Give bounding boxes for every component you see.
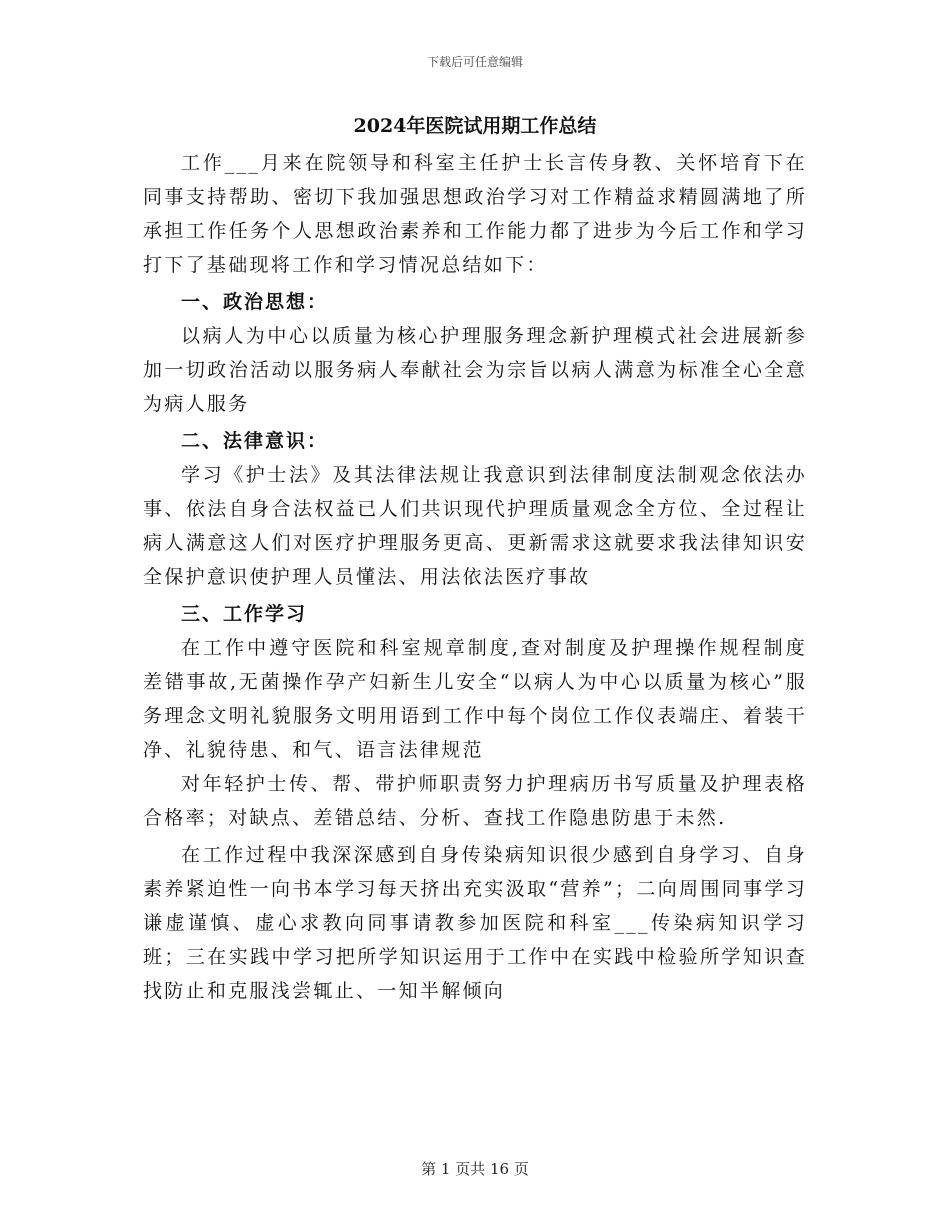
section-heading-politics: 一、政治思想： [181, 291, 329, 313]
section-heading-work-study: 三、工作学习 [181, 603, 308, 625]
page-footer: 第 1 页共 16 页 [421, 1160, 529, 1178]
document-body [143, 110, 807, 1008]
document-title: 2024年医院试用期工作总结 [353, 115, 597, 137]
section-body-mentoring: 对年轻护士传、帮、带护师职责努力护理病历书写质量及护理表格合格率；对缺点、差错总结、分析、查找工作隐患防患于未然. [143, 773, 807, 829]
section-heading-law: 二、法律意识： [181, 430, 329, 452]
page-header: 下载后可任意编辑 [426, 55, 523, 69]
section-body-work-rules: 在工作中遵守医院和科室规章制度,查对制度及护理操作规程制度差错事故,无菌操作孕产妇新生儿安全“以病人为中心以质量为核心”服务理念文明礼貌服务文明用语到工作中每个岗位工作仪表端庄、着装干净、礼貌待患、和气、语言法律规范 [143, 637, 807, 761]
intro-paragraph: 工作___月来在院领导和科室主任护士长言传身教、关怀培育下在同事支持帮助、密切下我加强思想政治学习对工作精益求精圆满地了所承担工作任务个人思想政治素养和工作能力都了进步为今后工作和学习打下了基础现将工作和学习情况总结如下： [143, 152, 807, 276]
section-body-learning: 在工作过程中我深深感到自身传染病知识很少感到自身学习、自身素养紧迫性一向书本学习每天挤出充实汲取“营养”；二向周围同事学习谦虚谨慎、虚心求教向同事请教参加医院和科室___传染病知识学习班；三在实践中学习把所学知识运用于工作中在实践中检验所学知识查找防止和克服浅尝辄止、一知半解倾向 [143, 844, 807, 1002]
section-body-politics: 以病人为中心以质量为核心护理服务理念新护理模式社会进展新参加一切政治活动以服务病人奉献社会为宗旨以病人满意为标准全心全意为病人服务 [143, 325, 807, 415]
section-body-law: 学习《护士法》及其法律法规让我意识到法律制度法制观念依法办事、依法自身合法权益已人们共识现代护理质量观念全方位、全过程让病人满意这人们对医疗护理服务更高、更新需求这就要求我法律知识安全保护意识使护理人员懂法、用法依法医疗事故 [143, 464, 807, 588]
